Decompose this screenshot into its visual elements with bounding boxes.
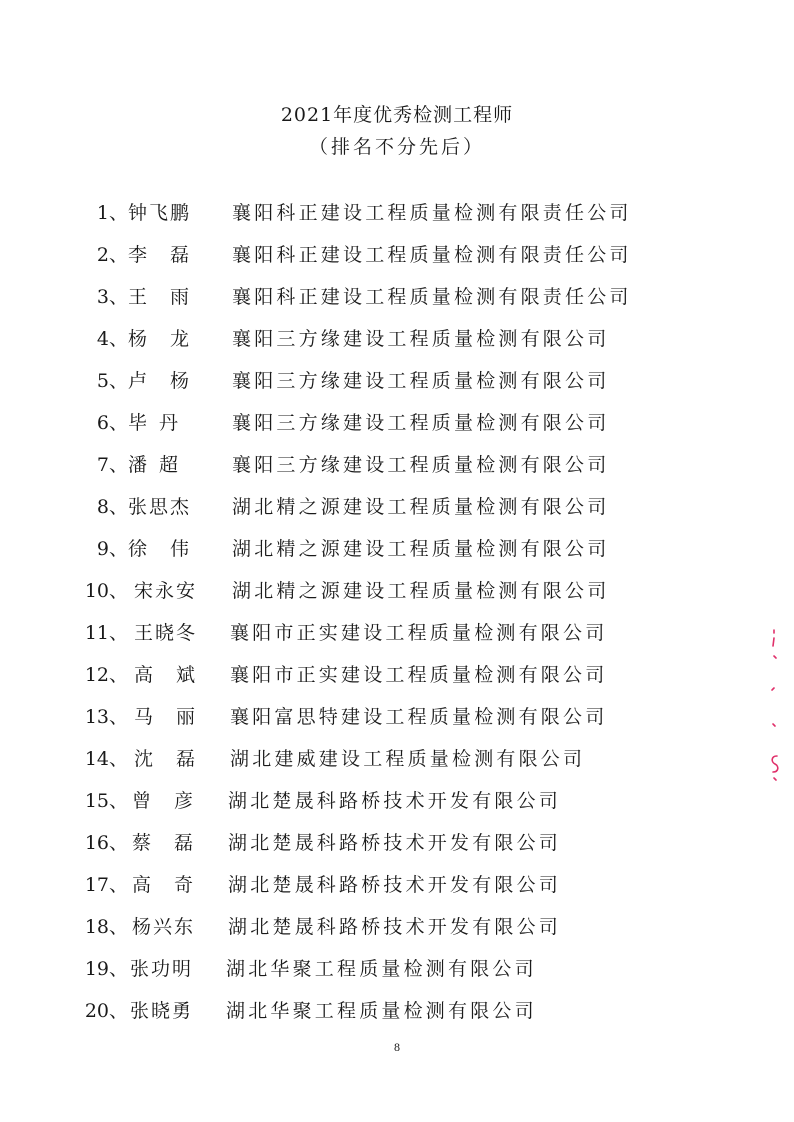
list-item [0, 198, 794, 228]
item-name: 王晓冬 [134, 622, 198, 644]
item-company: 襄阳科正建设工程质量检测有限责任公司 [232, 202, 632, 224]
page-number: 8 [394, 1040, 400, 1054]
item-index: 12、 [84, 664, 128, 686]
item-company: 襄阳三方缘建设工程质量检测有限公司 [232, 370, 610, 392]
item-company: 襄阳科正建设工程质量检测有限责任公司 [232, 286, 632, 308]
list-item [0, 618, 794, 648]
item-name: 徐 伟 [128, 538, 192, 560]
item-index: 1、 [96, 202, 128, 224]
item-name: 杨兴东 [132, 916, 196, 938]
item-index: 19、 [84, 958, 128, 980]
item-name: 蔡 磊 [132, 832, 196, 854]
item-name: 王 雨 [128, 286, 192, 308]
item-name: 沈 磊 [134, 748, 198, 770]
item-index: 18、 [84, 916, 128, 938]
list-item [0, 996, 794, 1026]
item-index: 3、 [96, 286, 128, 308]
list-item [0, 492, 794, 522]
item-company: 襄阳三方缘建设工程质量检测有限公司 [232, 412, 610, 434]
list-item [0, 954, 794, 984]
item-index: 16、 [84, 832, 128, 854]
item-name: 潘超 [128, 454, 191, 476]
item-name: 张功明 [130, 958, 194, 980]
document-subtitle: （排名不分先后） [308, 136, 485, 158]
list-item [0, 660, 794, 690]
item-company: 襄阳富思特建设工程质量检测有限公司 [230, 706, 608, 728]
item-index: 6、 [96, 412, 128, 434]
item-name: 卢 杨 [128, 370, 192, 392]
list-item [0, 912, 794, 942]
item-company: 湖北楚晟科路桥技术开发有限公司 [228, 916, 562, 938]
item-index: 11、 [84, 622, 128, 644]
list-item [0, 534, 794, 564]
item-name: 张思杰 [128, 496, 192, 518]
item-company: 湖北楚晟科路桥技术开发有限公司 [228, 874, 562, 896]
item-name: 高 奇 [132, 874, 196, 896]
list-item [0, 282, 794, 312]
item-company: 湖北精之源建设工程质量检测有限公司 [232, 496, 610, 518]
item-name: 毕丹 [128, 412, 191, 434]
item-company: 襄阳三方缘建设工程质量检测有限公司 [232, 454, 610, 476]
list-item [0, 450, 794, 480]
item-index: 14、 [84, 748, 128, 770]
list-item [0, 744, 794, 774]
item-company: 湖北华聚工程质量检测有限公司 [226, 1000, 537, 1022]
item-index: 10、 [84, 580, 128, 602]
item-company: 湖北精之源建设工程质量检测有限公司 [232, 580, 610, 602]
item-name: 李 磊 [128, 244, 192, 266]
item-company: 襄阳市正实建设工程质量检测有限公司 [230, 664, 608, 686]
list-item [0, 576, 794, 606]
item-index: 20、 [84, 1000, 128, 1022]
item-company: 襄阳市正实建设工程质量检测有限公司 [230, 622, 608, 644]
item-name: 杨 龙 [128, 328, 192, 350]
item-index: 13、 [84, 706, 128, 728]
item-company: 湖北建威建设工程质量检测有限公司 [230, 748, 586, 770]
list-item [0, 324, 794, 354]
seal-stamp-fragment [768, 628, 782, 788]
item-index: 2、 [96, 244, 128, 266]
item-company: 湖北楚晟科路桥技术开发有限公司 [228, 832, 562, 854]
list-item [0, 366, 794, 396]
list-item [0, 702, 794, 732]
item-company: 湖北华聚工程质量检测有限公司 [226, 958, 537, 980]
item-company: 襄阳科正建设工程质量检测有限责任公司 [232, 244, 632, 266]
item-index: 15、 [84, 790, 128, 812]
item-index: 17、 [84, 874, 128, 896]
item-name: 钟飞鹏 [128, 202, 192, 224]
item-company: 湖北楚晟科路桥技术开发有限公司 [228, 790, 562, 812]
document-title: 2021年度优秀检测工程师 [280, 104, 514, 126]
item-index: 9、 [96, 538, 128, 560]
item-index: 4、 [96, 328, 128, 350]
item-name: 高 斌 [134, 664, 198, 686]
list-item [0, 240, 794, 270]
item-name: 曾 彦 [132, 790, 196, 812]
item-name: 宋永安 [134, 580, 198, 602]
list-item [0, 870, 794, 900]
list-item [0, 828, 794, 858]
item-index: 7、 [96, 454, 128, 476]
item-index: 8、 [96, 496, 128, 518]
list-item [0, 408, 794, 438]
item-company: 襄阳三方缘建设工程质量检测有限公司 [232, 328, 610, 350]
item-name: 张晓勇 [130, 1000, 194, 1022]
item-index: 5、 [96, 370, 128, 392]
item-name: 马 丽 [134, 706, 198, 728]
item-company: 湖北精之源建设工程质量检测有限公司 [232, 538, 610, 560]
list-item [0, 786, 794, 816]
